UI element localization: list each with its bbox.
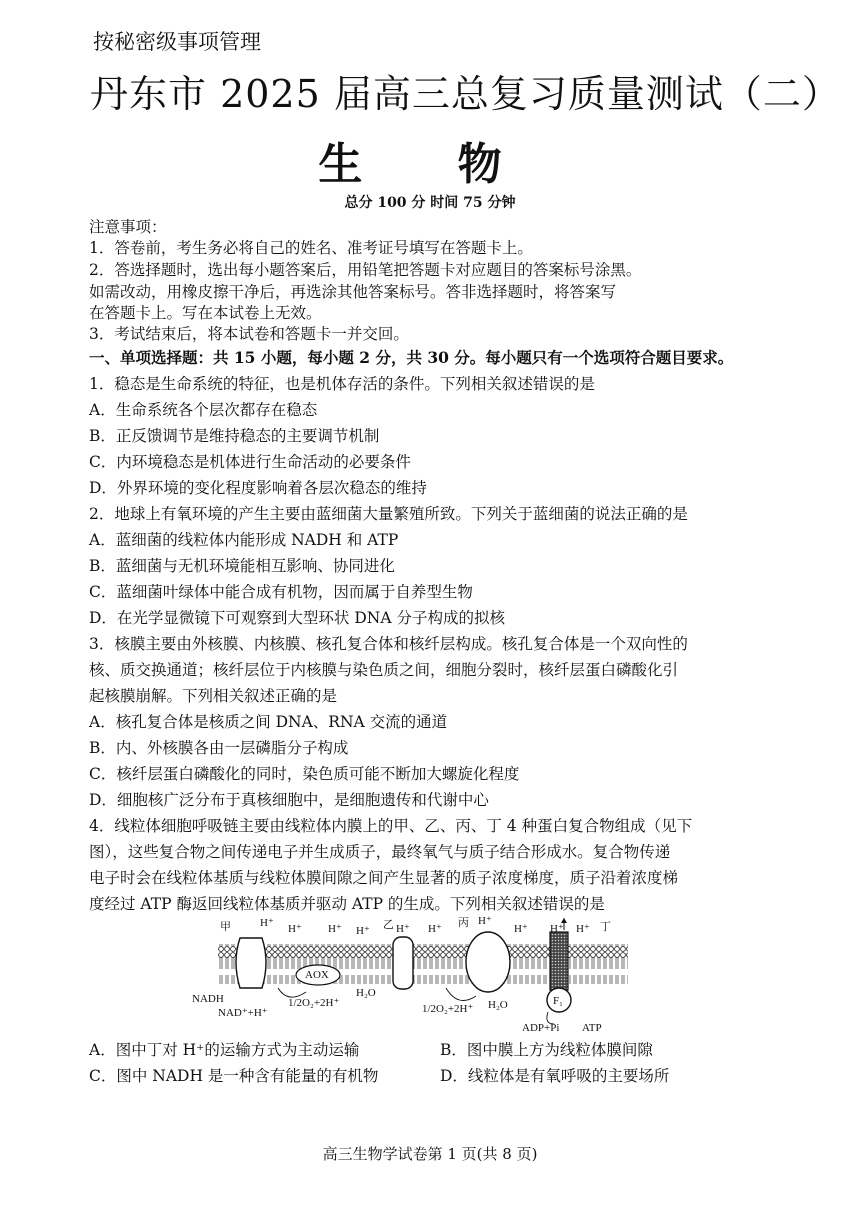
- label-h2o: H₂O: [488, 999, 508, 1011]
- option: B．蓝细菌与无机环境能相互影响、协同进化: [89, 557, 395, 575]
- label-h: H⁺: [288, 923, 302, 935]
- question-stem: 核、质交换通道；核纤层位于内核膜与染色质之间，细胞分裂时，核纤层蛋白磷酸化引: [89, 661, 679, 679]
- option: D．细胞核广泛分布于真核细胞中，是细胞遗传和代谢中心: [89, 791, 489, 809]
- label-nadh: NADH: [192, 993, 224, 1005]
- respiratory-chain-figure: [188, 912, 628, 1034]
- note-item: 2．答选择题时，选出每小题答案后，用铅笔把答题卡对应题目的答案标号涂黑。: [89, 261, 642, 279]
- question-stem: 2．地球上有氧环境的产生主要由蓝细菌大量繁殖所致。下列关于蓝细菌的说法正确的是: [89, 505, 688, 523]
- option: B．正反馈调节是维持稳态的主要调节机制: [89, 427, 380, 445]
- label-aox: AOX: [305, 969, 329, 981]
- label-nad: NAD⁺+H⁺: [218, 1007, 268, 1019]
- label-jia: 甲: [220, 921, 231, 933]
- note-item: 1．答卷前，考生务必将自己的姓名、准考证号填写在答题卡上。: [89, 239, 533, 257]
- question-stem: 电子时会在线粒体基质与线粒体膜间隙之间产生显著的质子浓度梯度，质子沿着浓度梯: [89, 869, 679, 887]
- label-h: H⁺: [260, 917, 274, 929]
- question-stem: 3．核膜主要由外核膜、内核膜、核孔复合体和核纤层构成。核孔复合体是一个双向性的: [89, 635, 688, 653]
- option: A．图中丁对 H⁺的运输方式为主动运输: [89, 1041, 360, 1059]
- note-item: 如需改动，用橡皮擦干净后，再选涂其他答案标号。答非选择题时，将答案写: [89, 283, 617, 301]
- label-atp: ATP: [582, 1022, 602, 1034]
- label-h2o: H₂O: [356, 987, 376, 999]
- label-bing: 丙: [458, 917, 469, 929]
- section-heading: 一、单项选择题：共 15 小题，每小题 2 分，共 30 分。每小题只有一个选项符合题目要求。: [89, 348, 734, 367]
- option: B．图中膜上方为线粒体膜间隙: [440, 1041, 653, 1059]
- label-o2: 1/2O₂+2H⁺: [422, 1003, 474, 1015]
- question-stem: 起核膜崩解。下列相关叙述正确的是: [89, 687, 338, 705]
- option: C．图中 NADH 是一种含有能量的有机物: [89, 1067, 379, 1085]
- complex-ding: [550, 932, 568, 990]
- note-item: 3．考试结束后，将本试卷和答题卡一并交回。: [89, 325, 409, 343]
- question-stem: 图），这些复合物之间传递电子并生成质子，最终氧气与质子结合形成水。复合物传递: [89, 843, 671, 861]
- label-h: H⁺: [514, 923, 528, 935]
- complex-yi: [393, 937, 413, 989]
- option: A．核孔复合体是核质之间 DNA、RNA 交流的通道: [89, 713, 448, 731]
- option: A．蓝细菌的线粒体内能形成 NADH 和 ATP: [89, 531, 399, 549]
- confidential-label: 按秘密级事项管理: [93, 30, 261, 54]
- note-item: 在答题卡上。写在本试卷上无效。: [89, 304, 322, 322]
- label-h: H⁺: [356, 925, 370, 937]
- label-h: H⁺: [328, 923, 342, 935]
- label-h: H⁺: [428, 923, 442, 935]
- option: C．内环境稳态是机体进行生命活动的必要条件: [89, 453, 411, 471]
- label-adp: ADP+Pi: [522, 1022, 560, 1034]
- question-stem: 1．稳态是生命系统的特征，也是机体存活的条件。下列相关叙述错误的是: [89, 375, 595, 393]
- label-yi: 乙: [383, 919, 394, 931]
- score-time: 总分 100 分 时间 75 分钟: [344, 195, 516, 211]
- option: A．生命系统各个层次都存在稳态: [89, 401, 318, 419]
- label-o2: 1/2O₂+2H⁺: [288, 997, 340, 1009]
- question-stem: 4．线粒体细胞呼吸链主要由线粒体内膜上的甲、乙、丙、丁 4 种蛋白复合物组成（见下: [89, 817, 693, 835]
- option: D．线粒体是有氧呼吸的主要场所: [440, 1067, 670, 1085]
- exam-title: 丹东市 2025 届高三总复习质量测试（二）: [90, 72, 841, 116]
- label-h: H⁺: [576, 923, 590, 935]
- label-f1: F₁: [553, 995, 563, 1007]
- notes-heading: 注意事项：: [89, 218, 167, 236]
- option: C．蓝细菌叶绿体中能合成有机物，因而属于自养型生物: [89, 583, 473, 601]
- label-h: H⁺: [550, 923, 564, 935]
- page-footer: 高三生物学试卷第 1 页(共 8 页): [322, 1145, 538, 1163]
- option: D．在光学显微镜下可观察到大型环状 DNA 分子构成的拟核: [89, 609, 505, 627]
- subject-title: 生 物: [318, 139, 542, 190]
- option: D．外界环境的变化程度影响着各层次稳态的维持: [89, 479, 427, 497]
- question-stem: 度经过 ATP 酶返回线粒体基质并驱动 ATP 的生成。下列相关叙述错误的是: [89, 895, 605, 913]
- label-ding: 丁: [600, 921, 611, 933]
- complex-bing: [466, 932, 510, 992]
- label-h: H⁺: [478, 915, 492, 927]
- label-h: H⁺: [396, 923, 410, 935]
- option: C．核纤层蛋白磷酸化的同时，染色质可能不断加大螺旋化程度: [89, 765, 520, 783]
- complex-jia: [236, 938, 266, 988]
- option: B．内、外核膜各由一层磷脂分子构成: [89, 739, 349, 757]
